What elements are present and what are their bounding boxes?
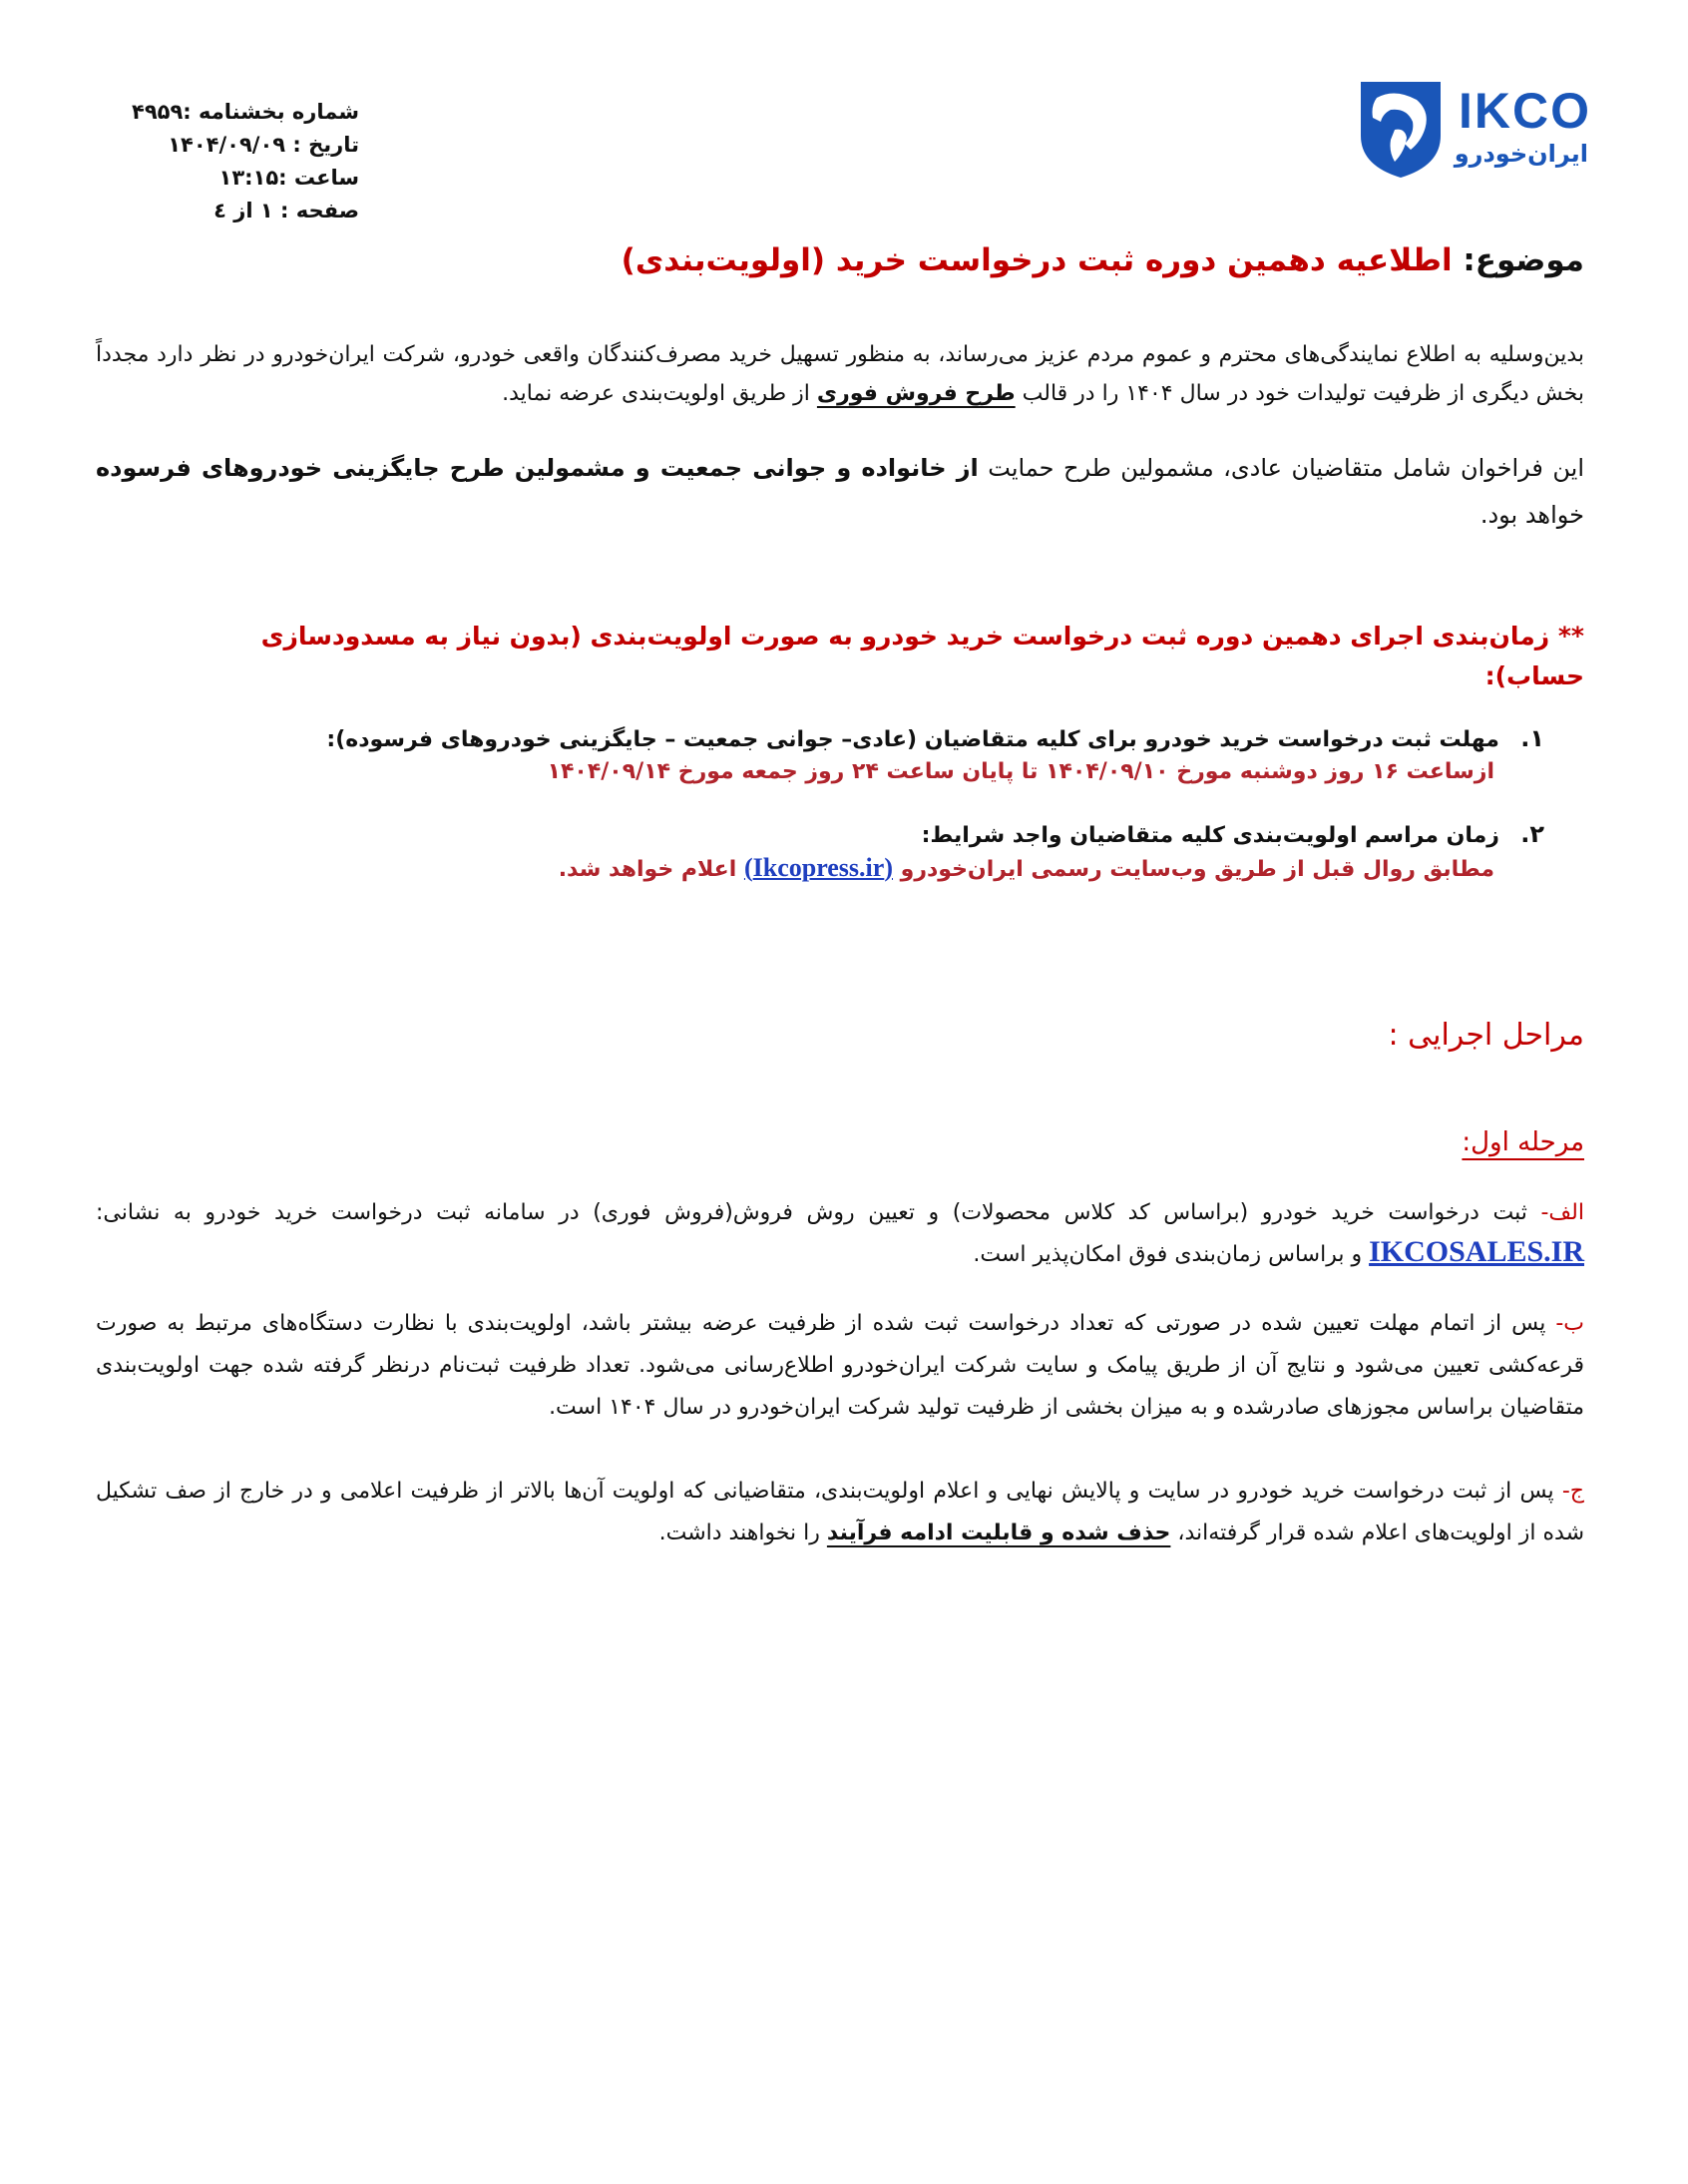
step-jim-tail: را نخواهند داشت.: [658, 1521, 820, 1545]
intro2-text: این فراخوان شامل متقاضیان عادی، مشمولین طرح حمایت: [988, 454, 1584, 482]
schedule-item-2: [247, 820, 1544, 890]
item-detail-text: مطابق روال قبل از طریق وب‌سایت رسمی ایران‌خودرو: [900, 857, 1494, 882]
bulletin-number: شماره بخشنامه :۴۹۵۹: [132, 100, 359, 124]
bulletin-time: ساعت :۱۳:۱۵: [218, 166, 359, 190]
step-be: [96, 1303, 1584, 1429]
intro-text: بدین‌وسلیه به اطلاع نمایندگی‌های محترم و عموم مردم عزیز می‌رساند، به منظور تسهیل خرید مصرف‌کنندگان واقعی خودرو، شرکت ایران‌خودرو در نظر دارد مجدداً بخش دیگری از ظرفیت تولیدات خود در سال ۱۴۰۴ را در قالب: [96, 342, 1584, 406]
intro-text-tail: از طریق اولویت‌بندی عرضه نماید.: [502, 381, 810, 406]
step-be-text: پس از اتمام مهلت تعیین شده در صورتی که تعداد درخواست ثبت شده از ظرفیت عرضه بیشتر باشد، اولویت‌بندی با نظارت دستگاه‌های مرتبط به صورت قرعه‌کشی تعیین می‌شود و نتایج آن از طریق پیامک و سایت شرکت ایران‌خودرو اطلاع‌رسانی می‌شود. تعداد ظرفیت ثبت‌نام درنظر گرفته شده جهت اولویت‌بندی متقاضیان براساس مجوزهای صادرشده و به میزان بخشی از ظرفیت تولید شرکت ایران‌خودرو در سال ۱۴۰۴ است.: [96, 1311, 1584, 1420]
step-alef-tail: و براساس زمان‌بندی فوق امکان‌پذیر است.: [973, 1242, 1363, 1267]
item-detail: ازساعت ۱۶ روز دوشنبه مورخ ۱۴۰۴/۰۹/۱۰ تا پایان ساعت ۲۴ روز جمعه مورخ ۱۴۰۴/۰۹/۱۴: [547, 759, 1494, 784]
schedule-item-1: [247, 724, 1544, 792]
schedule-heading: ** زمان‌بندی اجرای دهمین دوره ثبت درخواست خرید خودرو به صورت اولویت‌بندی (بدون نیاز به مسدودسازی حساب):: [260, 622, 1584, 690]
subject-label: موضوع:: [1463, 242, 1584, 278]
intro-paragraph-1: [96, 335, 1584, 413]
bulletin-date: تاریخ : ۱۴۰۴/۰۹/۰۹: [168, 133, 359, 157]
step-alef-text: ثبت درخواست خرید خودرو (براساس کد کلاس محصولات) و تعیین روش فروش(فروش فوری) در سامانه ثبت درخواست خرید خودرو به نشانی:: [96, 1200, 1527, 1225]
step-jim-bold: حذف شده و قابلیت ادامه فرآیند: [826, 1521, 1171, 1545]
stages-heading: مراحل اجرایی :: [1388, 1018, 1584, 1053]
step-jim-text: پس از ثبت درخواست خرید خودرو در سایت و پالایش نهایی و اعلام اولویت‌بندی، متقاضیانی که اولویت آن‌ها بالاتر از ظرفیت اعلامی و در خارج از صف تشکیل شده از اولویت‌های اعلام شده قرار گرفته‌اند،: [96, 1479, 1584, 1545]
ikcosales-link[interactable]: IKCOSALES.IR: [1369, 1235, 1584, 1268]
step-alef: [96, 1193, 1584, 1274]
intro-paragraph-2: [96, 445, 1584, 539]
step-jim: [96, 1471, 1584, 1554]
step-be-lead: ب-: [1555, 1311, 1584, 1336]
subject-title: اطلاعیه دهمین دوره ثبت درخواست خرید (اولویت‌بندی): [621, 242, 1453, 278]
ikcopress-link[interactable]: (Ikcopress.ir): [743, 853, 893, 882]
logo-text-fa: ایران‌خودرو: [1454, 140, 1588, 168]
intro2-bold: از خانواده و جوانی جمعیت و مشمولین طرح جایگزینی خودروهای فرسوده: [96, 454, 979, 482]
bulletin-meta: [120, 96, 359, 227]
logo-text-en: IKCO: [1459, 83, 1591, 139]
item-title: زمان مراسم اولویت‌بندی کلیه متقاضیان واجد شرایط:: [921, 823, 1499, 848]
stage-one-heading: مرحله اول:: [1462, 1127, 1584, 1157]
subject-line: [487, 237, 1584, 283]
item-detail-tail: اعلام خواهد شد.: [558, 857, 737, 882]
intro2-tail: خواهد بود.: [1479, 501, 1584, 529]
item-detail: [247, 848, 1494, 890]
step-jim-lead: ج-: [1561, 1479, 1584, 1504]
step-alef-lead: الف-: [1540, 1200, 1584, 1225]
item-number: ۲.: [1520, 820, 1544, 848]
intro-highlight: طرح فروش فوری: [816, 381, 1016, 406]
ikco-logo: [1355, 78, 1594, 180]
item-title: مهلت ثبت درخواست خرید خودرو برای کلیه متقاضیان (عادی– جوانی جمعیت – جایگزینی خودروهای فرسوده):: [326, 727, 1499, 752]
item-number: ۱.: [1520, 724, 1544, 752]
page-number: صفحه : ۱ از ٤: [213, 199, 359, 222]
